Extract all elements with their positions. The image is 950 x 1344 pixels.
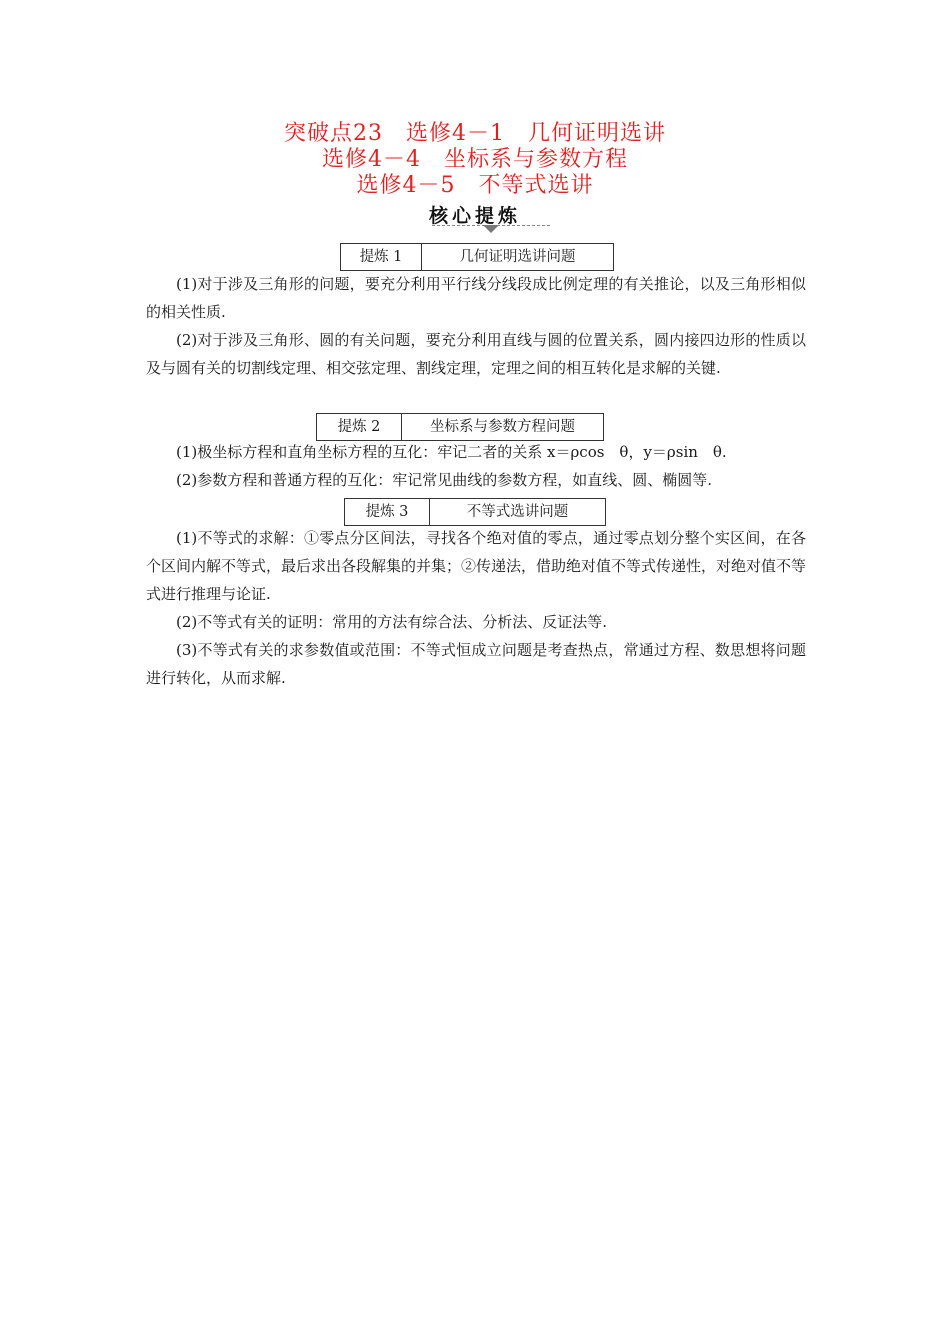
- topic-label: 提炼 3: [345, 499, 430, 525]
- topic-box-2: [316, 413, 604, 441]
- topic-box-3: [344, 498, 606, 526]
- block-2-content: [146, 438, 806, 494]
- heading-triangle-icon: [483, 225, 499, 233]
- paragraph: (2)参数方程和普通方程的互化：牢记常见曲线的参数方程，如直线、圆、椭圆等.: [176, 471, 713, 489]
- topic-title: 坐标系与参数方程问题: [430, 419, 575, 435]
- topic-title: 几何证明选讲问题: [459, 249, 576, 265]
- paragraph: (1)不等式的求解：①零点分区间法，寻找各个绝对值的零点，通过零点划分整个实区间，在各个区间内解不等式，最后求出各段解集的并集；②传递法，借助绝对值不等式传递性，对绝对值不等式进行推理与论证.: [146, 529, 807, 603]
- paragraph: (2)不等式有关的证明：常用的方法有综合法、分析法、反证法等.: [176, 613, 608, 631]
- block-3-content: [146, 524, 806, 692]
- topic-box-1: [340, 243, 614, 271]
- topic-title: 不等式选讲问题: [466, 504, 569, 520]
- paragraph: (1)对于涉及三角形的问题，要充分利用平行线分线段成比例定理的有关推论，以及三角形相似的相关性质.: [146, 275, 806, 321]
- paragraph: (3)不等式有关的求参数值或范围：不等式恒成立问题是考查热点，常通过方程、数思想将问题进行转化，从而求解.: [146, 641, 806, 687]
- topic-label: 提炼 1: [341, 244, 422, 270]
- title-line-1: 突破点23 选修4－1 几何证明选讲: [284, 121, 666, 146]
- paragraph: (1)极坐标方程和直角坐标方程的互化：牢记二者的关系 x＝ρcos θ，y＝ρsin θ.: [176, 443, 727, 461]
- block-1-content: [146, 270, 806, 382]
- paragraph: (2)对于涉及三角形、圆的有关问题，要充分利用直线与圆的位置关系，圆内接四边形的性质以及与圆有关的切割线定理、相交弦定理、割线定理，定理之间的相互转化是求解的关键.: [146, 331, 806, 377]
- topic-label: 提炼 2: [317, 414, 402, 440]
- title-line-3: 选修4－5 不等式选讲: [356, 173, 594, 198]
- section-heading: 核心提炼: [428, 205, 521, 227]
- title-line-2: 选修4－4 坐标系与参数方程: [322, 147, 628, 172]
